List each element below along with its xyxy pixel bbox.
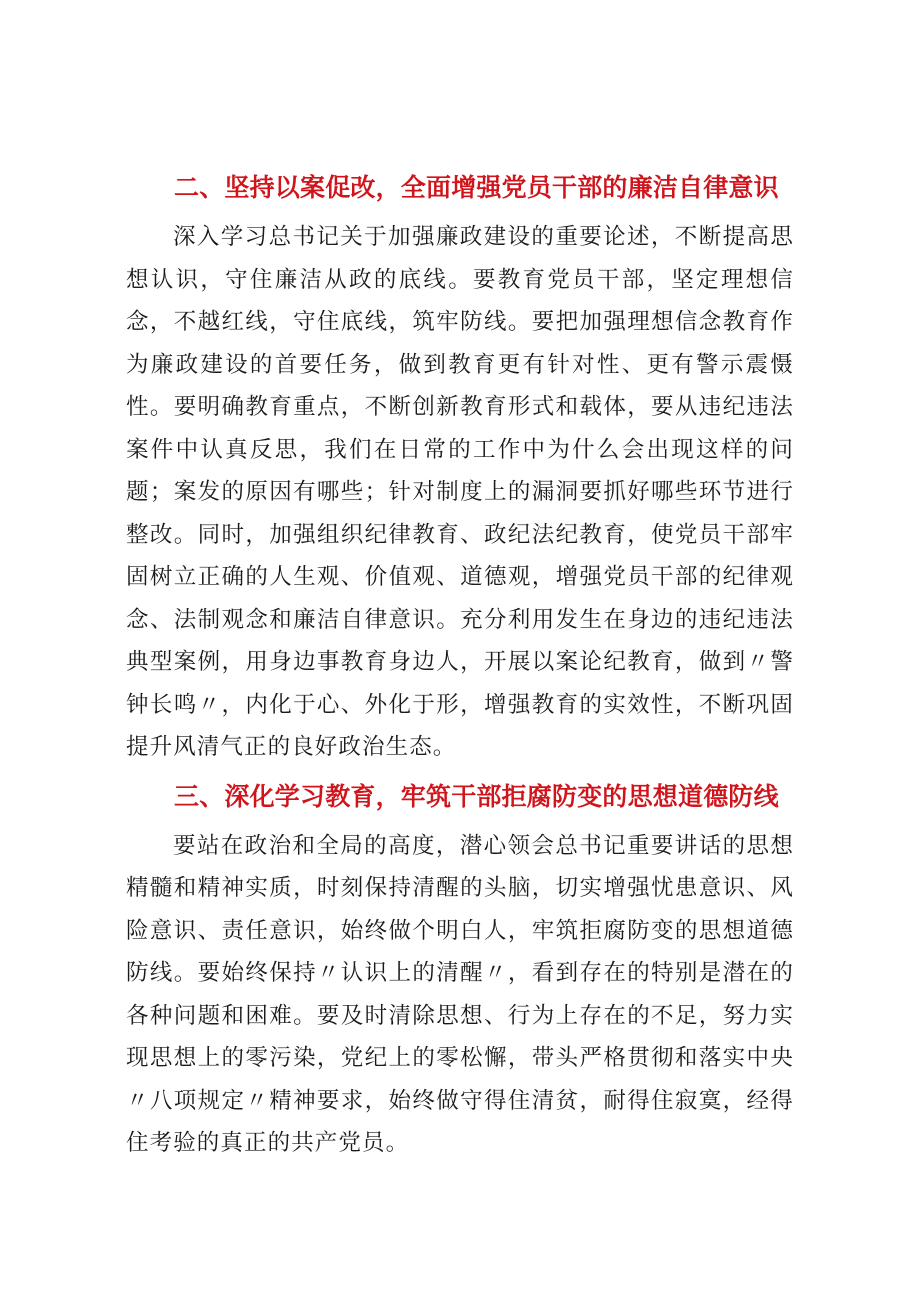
document-page: [126, 160, 794, 1165]
section-heading-2: 二、坚持以案促改，全面增强党员干部的廉洁自律意识: [174, 173, 779, 202]
section-body-3: 要站在政治和全局的高度，潜心领会总书记重要讲话的思想精髓和精神实质，时刻保持清醒的头脑，切实增强忧患意识、风险意识、责任意识，始终做个明白人，牢筑拒腐防变的思想道德防线。要始终保持〃认识上的清醒〃，看到存在的特别是潜在的各种问题和困难。要及时清除思想、行为上存在的不足，努力实现思想上的零污染，党纪上的零松懈，带头严格贯彻和落实中央〃八项规定〃精神要求，始终做守得住清贫，耐得住寂寞，经得住考验的真正的共产党员。: [126, 832, 794, 1156]
section-body-2: 深入学习总书记关于加强廉政建设的重要论述，不断提高思想认识，守住廉洁从政的底线。要教育党员干部，坚定理想信念，不越红线，守住底线，筑牢防线。要把加强理想信念教育作为廉政建设的首要任务，做到教育更有针对性、更有警示震慑性。要明确教育重点，不断创新教育形式和载体，要从违纪违法案件中认真反思，我们在日常的工作中为什么会出现这样的问题；案发的原因有哪些；针对制度上的漏洞要抓好哪些环节进行整改。同时，加强组织纪律教育、政纪法纪教育，使党员干部牢固树立正确的人生观、价值观、道德观，增强党员干部的纪律观念、法制观念和廉洁自律意识。充分利用发生在身边的违纪违法典型案例，用身边事教育身边人，开展以案论纪教育，做到〃警钟长鸣〃，内化于心、外化于形，增强教育的实效性，不断巩固提升风清气正的良好政治生态。: [126, 224, 794, 760]
section-heading-3: 三、深化学习教育，牢筑干部拒腐防变的思想道德防线: [174, 781, 779, 811]
